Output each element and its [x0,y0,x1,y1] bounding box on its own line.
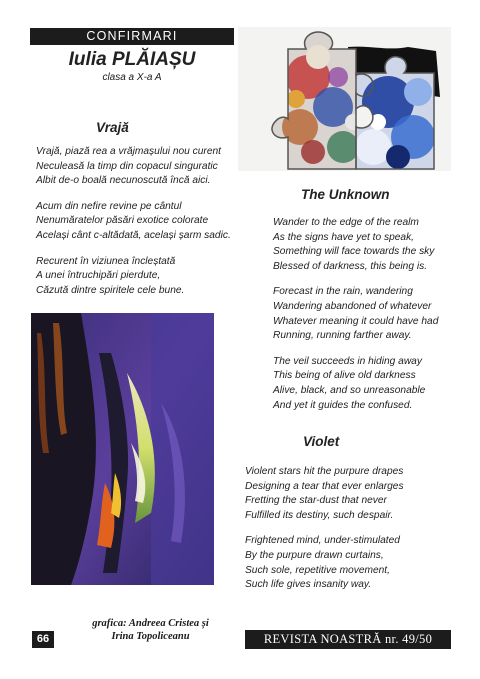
page-number: 66 [32,631,54,648]
poem-line: This being of alive old darkness [273,370,416,382]
poem-line: Wandering abandoned of whatever [273,300,432,312]
poem-line: Recurent în viziunea încleștată [36,255,176,267]
credit-line: grafica: Andreea Cristea și [92,618,209,629]
poem-line: Acum din nefire revine pe cântul [36,200,182,212]
poem-line: Forecast in the rain, wandering [273,286,413,298]
author-name: Iulia PLĂIAȘU [68,49,196,70]
poem-line: Violent stars hit the purpure drapes [245,466,404,477]
poem-line: Wander to the edge of the realm [273,217,419,228]
poem-title-the-unknown: The Unknown [301,187,390,202]
poem-line: Același cânt c-altădată, același șarm sadic. [36,229,231,241]
poem-line: Such sole, repetitive movement, [245,564,390,576]
poem-line: Vrajă, piază rea a vrăjmașului nou curent [36,146,221,157]
poem-line: By the purpure drawn curtains, [245,549,384,561]
section-banner: CONFIRMARI [30,28,234,45]
poem-line: Nenumăratelor păsări exotice colorate [36,215,209,227]
poem-line: Frightened mind, under-stimulated [245,535,400,547]
credit-line: Irina Topoliceanu [111,631,190,642]
poem-line: Neculeasă la timp din copacul singuratic [36,160,218,172]
poem-body-the-unknown [273,216,438,424]
stanza [273,285,438,343]
author-class: clasa a X-a A [102,72,162,83]
poem-line: And yet it guides the confused. [273,399,413,411]
puzzle-artwork [238,27,451,171]
poem-line: A unei întruchipări pierdute, [36,270,161,282]
stanza [245,465,404,523]
stanza [36,200,231,244]
stanza [273,216,438,274]
abstract-painting [31,313,214,585]
poem-line: Fretting the star-dust that never [245,495,387,507]
stanza [36,255,231,299]
poem-line: Running, running farther away. [273,330,412,342]
poem-line: The veil succeeds in hiding away [273,355,422,367]
poem-line: Alive, black, and so unreasonable [273,384,426,396]
artwork-credit [68,617,233,643]
poem-line: As the signs have yet to speak, [273,231,415,243]
poem-line: Fulfilled its destiny, such despair. [245,509,394,521]
poem-line: Albit de-o boală necunoscută încă aici. [36,175,211,187]
poem-line: Blessed of darkness, this being is. [273,260,428,272]
magazine-footer: REVISTA NOASTRĂ nr. 49/50 [245,630,451,649]
stanza [273,355,438,413]
poem-title-vraja: Vrajă [96,120,129,135]
stanza [245,534,404,592]
poem-title-violet: Violet [303,434,340,449]
poem-line: Something will face towards the sky [273,246,435,258]
poem-line: Căzută dintre spiritele cele bune. [36,284,185,296]
poem-line: Designing a tear that ever enlarges [245,480,404,492]
poem-line: Whatever meaning it could have had [273,315,439,327]
poem-body-violet [245,465,404,604]
poem-line: Such life gives insanity way. [245,579,372,591]
stanza [36,145,231,189]
poem-body-vraja [36,145,231,309]
